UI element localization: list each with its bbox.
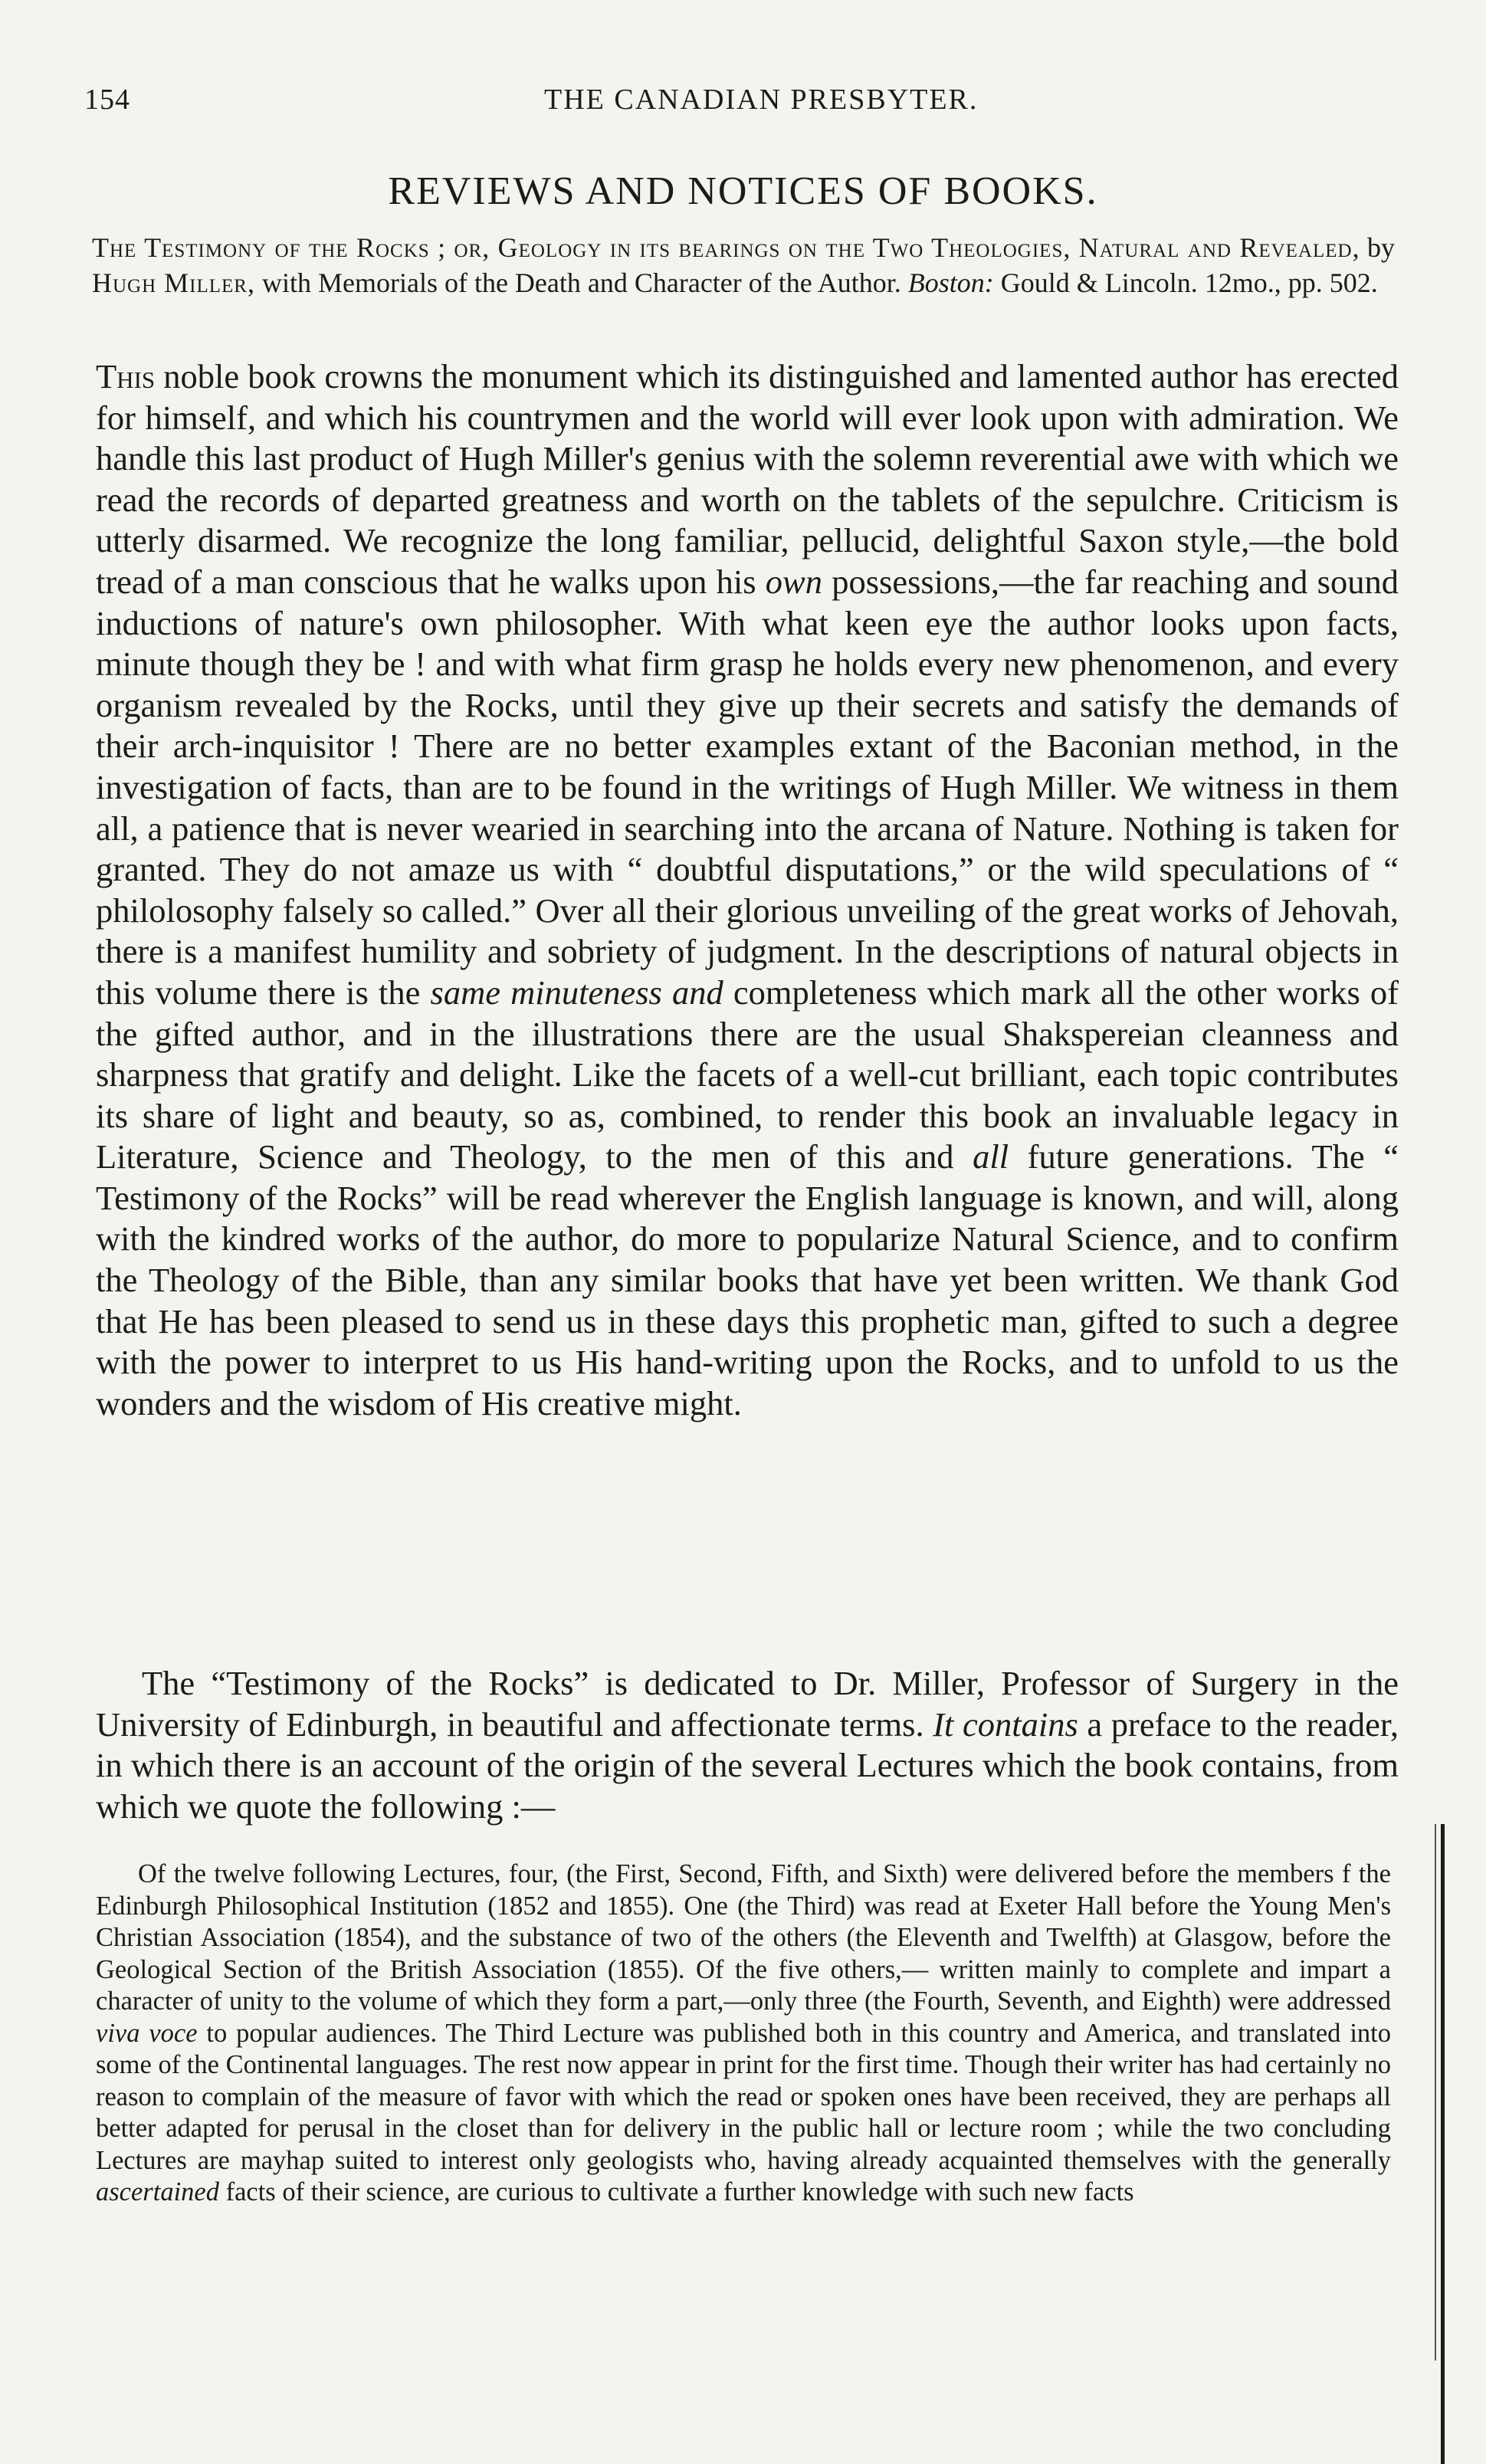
preface-quotation: [96, 1859, 1391, 2209]
publisher-details: Gould & Lincoln. 12mo., pp. 502.: [993, 267, 1378, 298]
para1-italic-own: own: [765, 562, 822, 601]
citation-by: by: [1360, 232, 1395, 263]
opening-word: This: [96, 357, 156, 395]
margin-rule: [1441, 1824, 1445, 2464]
book-title: The Testimony of the Rocks ; or, Geology in its bearings on the Two Theologies, Natural and Revealed,: [92, 232, 1360, 263]
para1-text-c: completeness which mark all the other works of the gifted author, and in the illustrations there are the usual Shakspereian cleanness and sharpness that gratify and delight. Like the facets of a well-cut brilliant, each topic contributes its share of light and beauty, so as, combined, to render this book an invaluable legacy in Literature, Science and Theology, to the men of this and: [96, 973, 1399, 1176]
citation-memorials: with Memorials of the Death and Character of the Author.: [254, 267, 908, 298]
section-title: REVIEWS AND NOTICES OF BOOKS.: [388, 169, 1098, 213]
quote-text-b: to popular audiences. The Third Lecture was published both in this country and America, and translated into some of the Continental languages. The rest now appear in print for the first time. Though their writer has had certainly no reason to complain of the measure of favor with which the read or spoken ones have been received, they are perhaps all better adapted for perusal in the closet than for delivery in the public hall or lecture room ; while the two concluding Lectures are mayhap suited to interest only geologists who, having already acquainted themselves with the generally: [96, 2018, 1391, 2175]
para1-italic-same: same minuteness and: [430, 973, 723, 1012]
book-author: Hugh Miller,: [92, 267, 255, 298]
quote-text-c: facts of their science, are curious to cultivate a further knowledge with such new facts: [218, 2177, 1134, 2206]
quote-italic-viva-voce: viva voce: [96, 2018, 198, 2048]
para2-text-b: a preface to the reader, in which there is an account of the origin of the several Lectures which the book contains, from which we quote the following :—: [96, 1704, 1399, 1826]
para1-text-a: noble book crowns the monument which its distinguished and lamented author has erected for himself, and which his countrymen and the world will ever look upon with admiration. We handle this last product of Hugh Miller's genius with the solemn reverential awe with which we read the records of departed greatness and worth on the tablets of the sepulchre. Criticism is utterly disarmed. We recognize the long familiar, pellucid, delightful Saxon style,—the bold tread of a man conscious that he walks upon his: [96, 357, 1399, 601]
publication-place: Boston:: [907, 267, 994, 298]
para1-text-b: possessions,—the far reaching and sound inductions of nature's own philosopher. With what keen eye the author looks upon facts, minute though they be ! and with what firm grasp he holds every new phenomenon, and every organism revealed by the Rocks, until they give up their secrets and satisfy the demands of their arch-inquisitor ! There are no better examples extant of the Baconian method, in the investigation of facts, than are to be found in the writings of Hugh Miller. We witness in them all, a patience that is never wearied in searching into the arcana of Nature. Nothing is taken for granted. They do not amaze us with “ doubtful disputations,” or the wild speculations of “ philolosophy falsely so called.” Over all their glorious unveiling of the great works of Jehovah, there is a manifest humility and sobriety of judgment. In the descriptions of natural objects in this volume there is the: [96, 562, 1399, 1012]
page-number: 154: [84, 84, 130, 116]
running-head: [84, 83, 1387, 129]
review-paragraph-1: [96, 356, 1399, 1424]
review-paragraph-2: [96, 1663, 1399, 1827]
book-citation: [92, 230, 1395, 300]
journal-title: THE CANADIAN PRESBYTER.: [544, 84, 979, 116]
margin-rule-thin: [1435, 1824, 1436, 2361]
quote-text-a: Of the twelve following Lectures, four, (the First, Second, Fifth, and Sixth) were delivered before the members f the Edinburgh Philosophical Institution (1852 and 1855). One (the Third) was read at Exeter Hall before the Young Men's Christian Association (1854), and the substance of two of the others (the Eleventh and Twelfth) at Glasgow, before the Geological Section of the British Association (1855). Of the five others,— written mainly to complete and impart a character of unity to the volume of which they form a part,—only three (the Fourth, Seventh, and Eighth) were addressed: [96, 1859, 1391, 2016]
para2-text-a: The “Testimony of the Rocks” is dedicated to Dr. Miller, Professor of Surgery in the University of Edinburgh, in beautiful and affectionate terms.: [96, 1664, 1399, 1744]
quote-italic-ascertained: ascertained: [96, 2177, 219, 2206]
para1-italic-all: all: [973, 1137, 1009, 1176]
para2-italic: It contains: [933, 1704, 1078, 1744]
para1-text-d: future generations. The “ Testimony of the Rocks” will be read wherever the English language is known, and will, along with the kindred works of the author, do more to popularize Natural Science, and to confirm the Theology of the Bible, than any similar books that have yet been written. We thank God that He has been pleased to send us in these days this prophetic man, gifted to such a degree with the power to interpret to us His hand-writing upon the Rocks, and to unfold to us the wonders and the wisdom of His creative might.: [96, 1137, 1399, 1422]
